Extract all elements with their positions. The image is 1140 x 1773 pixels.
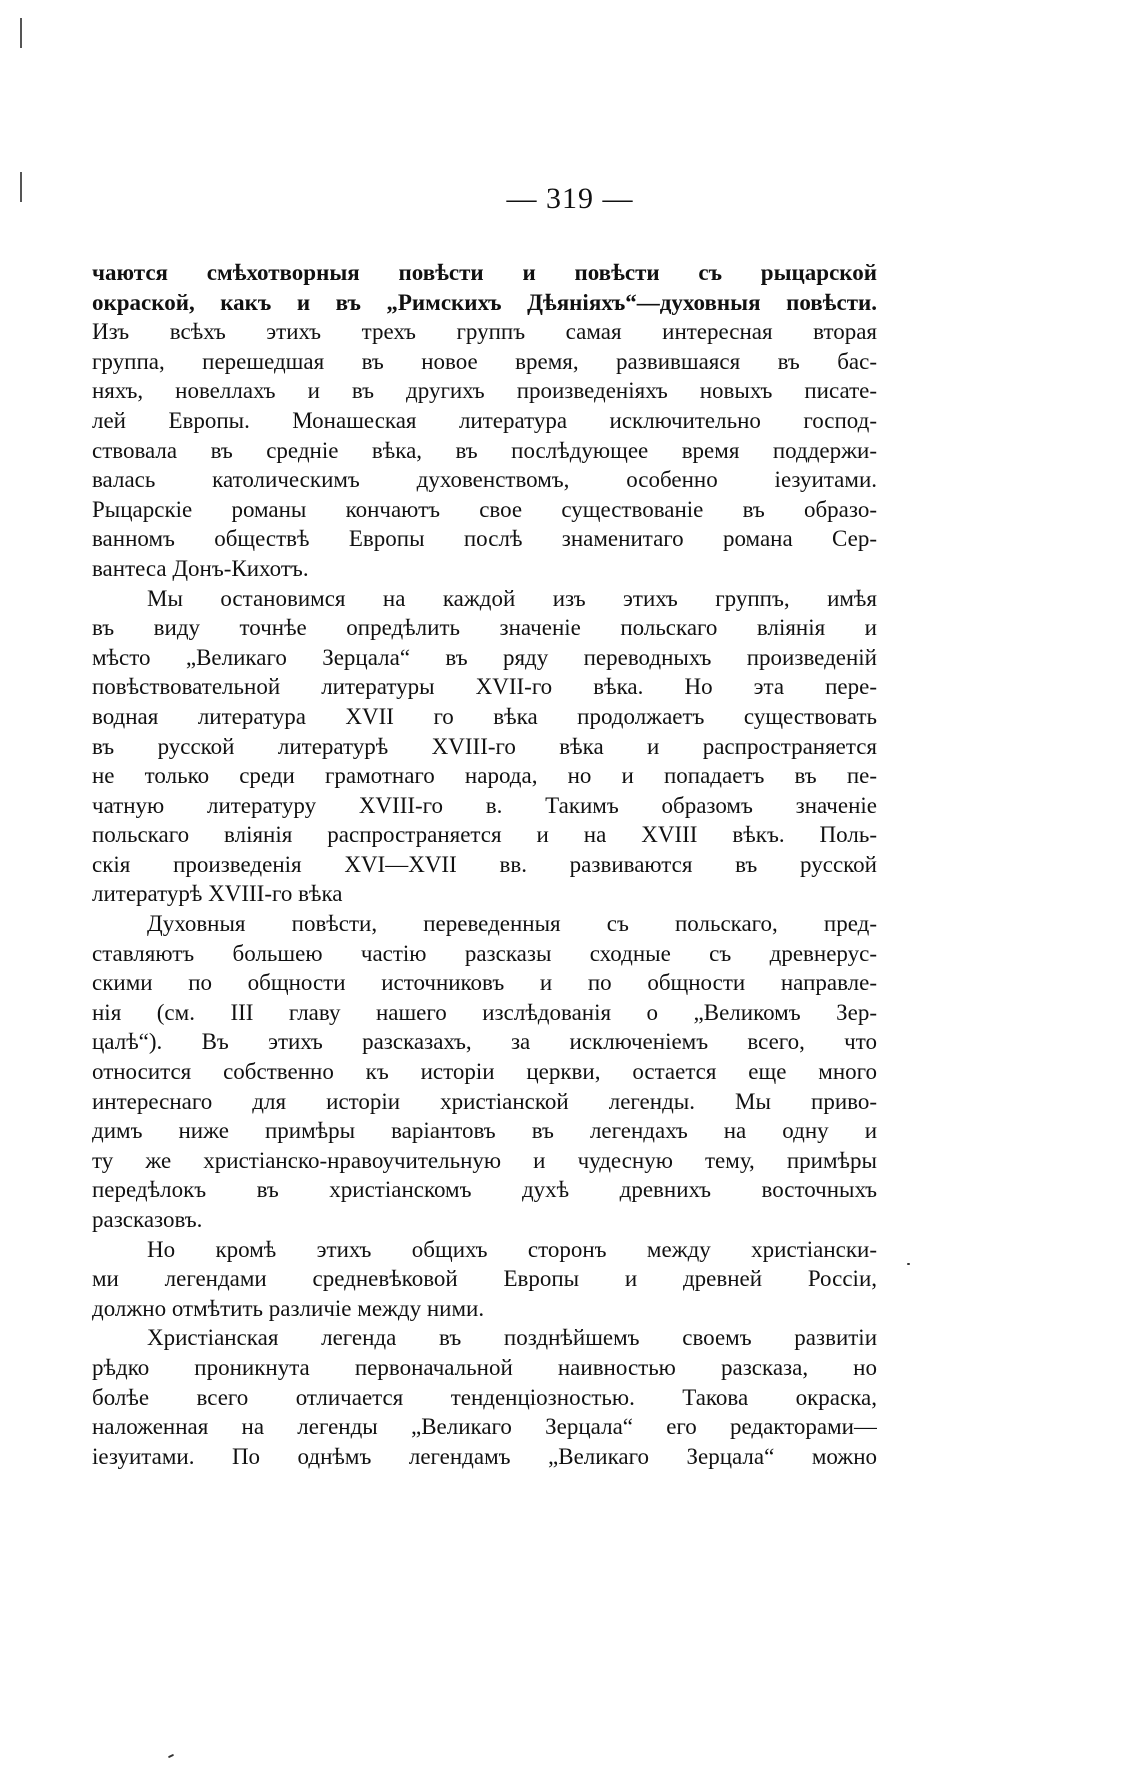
- text-line: окраской, какъ и въ „Римскихъ Дѣяніяхъ“—духовныя повѣсти.: [92, 289, 877, 315]
- text-line: ставляютъ большею частію разсказы сходные съ древнерус-: [92, 940, 877, 966]
- text-line: польскаго вліянія распространяется и на XVIII вѣкъ. Поль-: [92, 822, 877, 848]
- text-line: должно отмѣтить различіе между ними.: [92, 1295, 485, 1321]
- text-line: іезуитами. По однѣмъ легендамъ „Великаго Зерцала“ можно: [92, 1443, 877, 1469]
- text-line: ми легендами средневѣковой Европы и древней Россіи,: [92, 1266, 877, 1292]
- text-line: чаются смѣхотворныя повѣсти и повѣсти съ рыцарской: [92, 260, 877, 285]
- text-line: интереснаго для исторіи христіанской легенды. Мы приво-: [92, 1088, 877, 1114]
- page-number: — 319 —: [506, 182, 634, 215]
- text-line: Рыцарскіе романы кончаютъ свое существованіе въ образо-: [92, 496, 877, 522]
- text-line: литературѣ XVIII-го вѣка: [92, 881, 343, 907]
- text-line: передѣлокъ въ христіанскомъ духѣ древнихъ восточныхъ: [92, 1177, 877, 1203]
- text-line: вантеса Донъ-Кихотъ.: [92, 555, 309, 581]
- text-line: ствовала въ средніе вѣка, въ послѣдующее время поддержи-: [92, 437, 877, 463]
- text-line: мѣсто „Великаго Зерцала“ въ ряду переводныхъ произведеній: [92, 644, 877, 670]
- text-line: скими по общности источниковъ и по общности направле-: [92, 970, 877, 996]
- text-line: разсказовъ.: [92, 1207, 203, 1232]
- text-line: болѣе всего отличается тенденціозностью. Такова окраска,: [92, 1384, 877, 1410]
- print-speck: [168, 1754, 174, 1758]
- text-line: относится собственно къ исторіи церкви, остается еще много: [92, 1059, 877, 1085]
- text-line: въ виду точнѣе опредѣлить значеніе польскаго вліянія и: [92, 615, 877, 641]
- text-line: группа, перешедшая въ новое время, развившаяся въ бас-: [92, 348, 877, 374]
- text-line: нія (см. III главу нашего изслѣдованія о „Великомъ Зер-: [92, 999, 877, 1025]
- text-line: лей Европы. Монашеская литература исключительно господ-: [92, 407, 877, 433]
- text-line: ту же христіанско-нравоучительную и чудесную тему, примѣры: [92, 1147, 877, 1173]
- text-line: повѣствовательной литературы XVII-го вѣка. Но эта пере-: [92, 674, 877, 700]
- text-line: няхъ, новеллахъ и въ другихъ произведеніяхъ новыхъ писате-: [92, 378, 877, 404]
- body-text: [92, 258, 877, 1471]
- text-line: Духовныя повѣсти, переведенныя съ польскаго, пред-: [147, 911, 877, 937]
- text-line: Но кромѣ этихъ общихъ сторонъ между христіански-: [147, 1236, 877, 1262]
- text-line: Мы остановимся на каждой изъ этихъ группъ, имѣя: [147, 585, 877, 611]
- text-line: цалѣ“). Въ этихъ разсказахъ, за исключеніемъ всего, что: [92, 1029, 877, 1055]
- text-line: въ русской литературѣ XVIII-го вѣка и распространяется: [92, 733, 877, 759]
- text-line: валась католическимъ духовенствомъ, особенно іезуитами.: [92, 467, 877, 493]
- text-line: Изъ всѣхъ этихъ трехъ группъ самая интересная вторая: [92, 319, 877, 345]
- text-line: ванномъ обществѣ Европы послѣ знаменитаго романа Сер-: [92, 526, 877, 552]
- text-line: водная литература XVII го вѣка продолжаетъ существовать: [92, 703, 877, 729]
- text-line: рѣдко проникнута первоначальной наивностью разсказа, но: [92, 1354, 877, 1380]
- text-line: наложенная на легенды „Великаго Зерцала“ его редакторами—: [92, 1414, 877, 1440]
- print-speck: [907, 1263, 910, 1265]
- text-line: не только среди грамотнаго народа, но и попадаетъ въ пе-: [92, 763, 877, 789]
- margin-scan-mark: [20, 18, 22, 48]
- text-line: чатную литературу XVIII-го в. Такимъ образомъ значеніе: [92, 792, 877, 818]
- text-line: скія произведенія XVI—XVII вв. развиваются въ русской: [92, 851, 877, 877]
- text-line: Христіанская легенда въ позднѣйшемъ своемъ развитіи: [147, 1325, 877, 1351]
- text-line: димъ ниже примѣры варіантовъ въ легендахъ на одну и: [92, 1118, 877, 1144]
